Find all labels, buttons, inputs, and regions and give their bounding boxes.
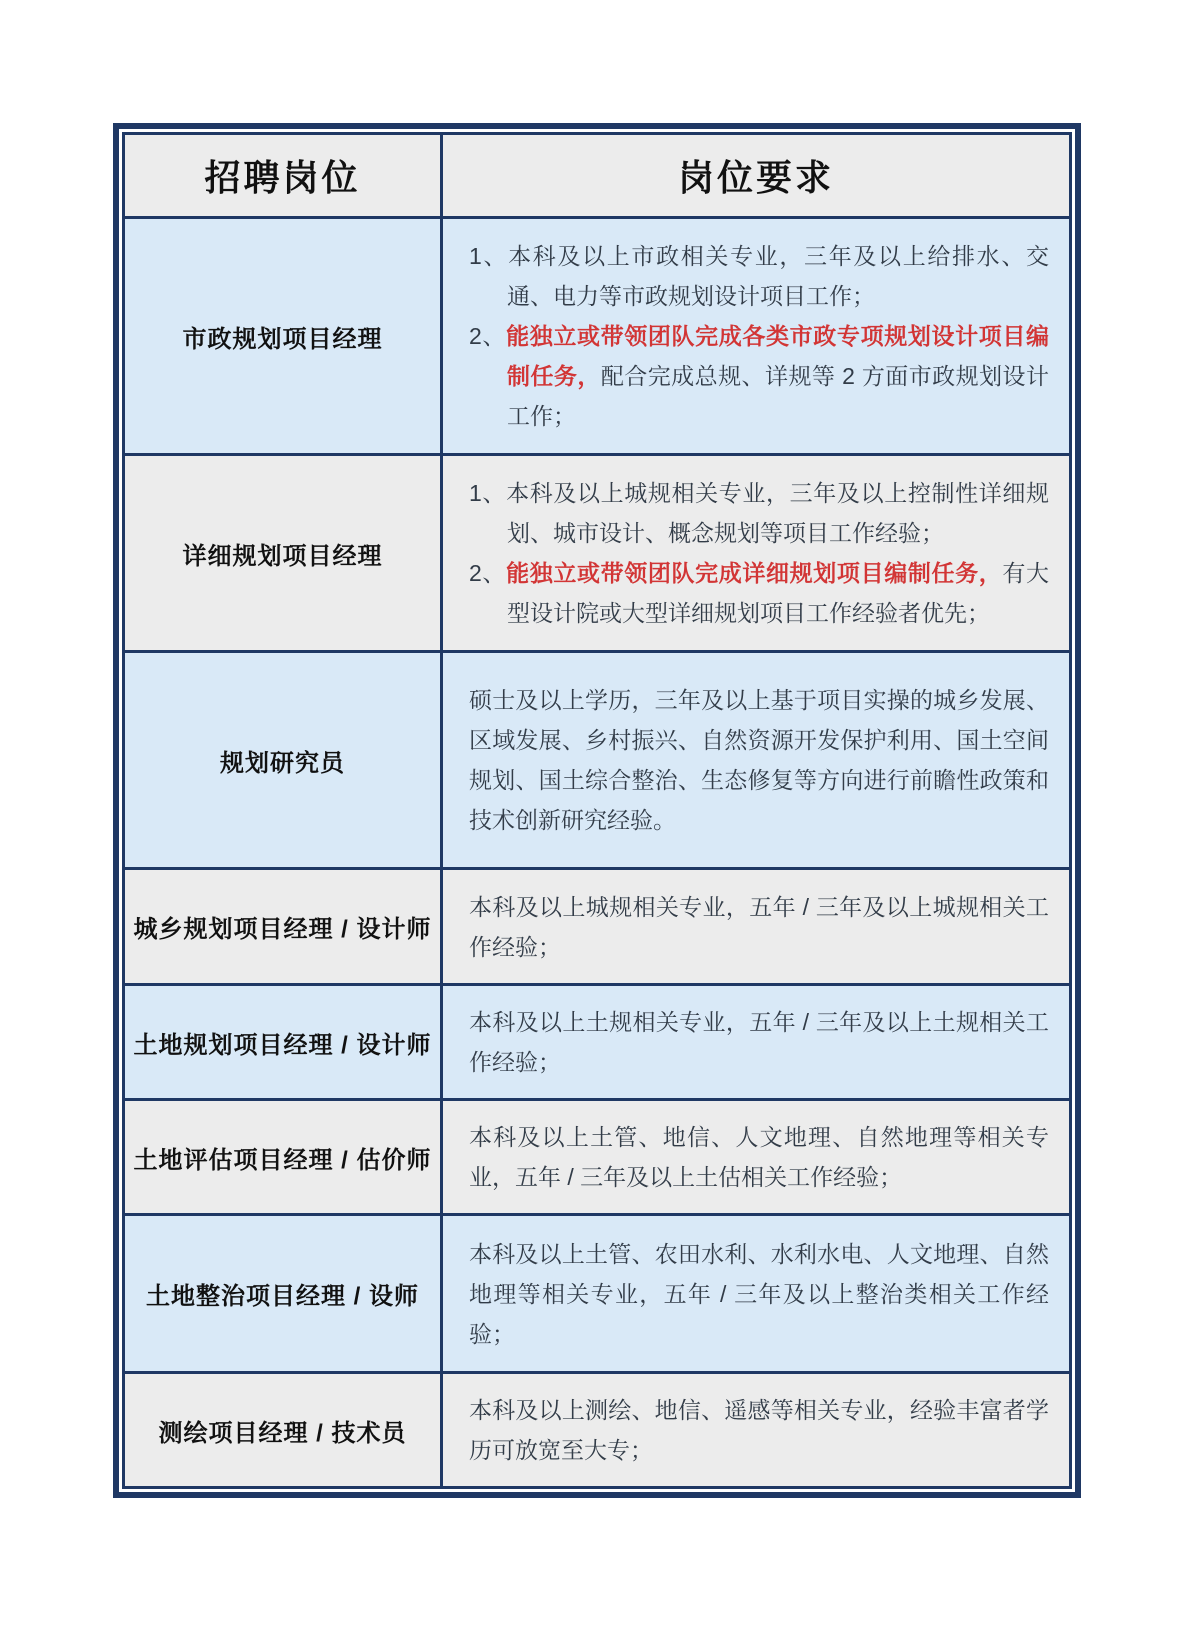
item-number: 1、 bbox=[469, 243, 509, 269]
table-row bbox=[124, 1100, 1071, 1215]
body-text: 本科及以上市政相关专业，三年及以上给排水、交通、电力等市政规划设计项目工作； bbox=[507, 243, 1050, 309]
jobs-table bbox=[122, 132, 1072, 1489]
requirement-item bbox=[469, 1234, 1049, 1354]
item-number: 2、 bbox=[469, 323, 507, 349]
body-text: 硕士及以上学历，三年及以上基于项目实操的城乡发展、区域发展、乡村振兴、自然资源开发保护利用、国土空间规划、国土综合整治、生态修复等方向进行前瞻性政策和技术创新研究经验。 bbox=[469, 687, 1049, 833]
table-header-row bbox=[124, 134, 1071, 218]
requirement-item bbox=[469, 473, 1049, 553]
header-position: 招聘岗位 bbox=[124, 134, 442, 218]
table-row bbox=[124, 1373, 1071, 1488]
requirement-item bbox=[469, 316, 1049, 436]
position-cell: 规划研究员 bbox=[124, 652, 442, 869]
requirement-item bbox=[469, 236, 1049, 316]
body-text: 本科及以上土管、地信、人文地理、自然地理等相关专业，五年 / 三年及以上土估相关工作经验； bbox=[469, 1124, 1049, 1190]
position-cell: 详细规划项目经理 bbox=[124, 455, 442, 652]
table-row bbox=[124, 1215, 1071, 1373]
requirements-cell bbox=[442, 1215, 1071, 1373]
position-cell: 城乡规划项目经理 / 设计师 bbox=[124, 869, 442, 985]
position-cell: 测绘项目经理 / 技术员 bbox=[124, 1373, 442, 1488]
body-text: 配合完成总规、详规等 2 方面市政规划设计工作； bbox=[507, 363, 1049, 429]
requirement-item bbox=[469, 887, 1049, 967]
highlight-text: 能独立或带领团队完成详细规划项目编制任务， bbox=[506, 560, 1003, 586]
requirement-item bbox=[469, 553, 1049, 633]
item-number: 1、 bbox=[469, 480, 507, 506]
position-cell: 土地评估项目经理 / 估价师 bbox=[124, 1100, 442, 1215]
body-text: 本科及以上测绘、地信、遥感等相关专业，经验丰富者学历可放宽至大专； bbox=[469, 1397, 1049, 1463]
requirements-cell bbox=[442, 1373, 1071, 1488]
body-text: 本科及以上城规相关专业，五年 / 三年及以上城规相关工作经验； bbox=[469, 893, 1049, 960]
highlight-text: 能独立或带领团队完成各类市政专项规划设计项目编制任务， bbox=[506, 323, 1049, 389]
table-row bbox=[124, 985, 1071, 1100]
requirement-item bbox=[469, 1002, 1049, 1082]
requirements-cell bbox=[442, 1100, 1071, 1215]
recruitment-table bbox=[113, 123, 1081, 1498]
requirements-cell bbox=[442, 455, 1071, 652]
table-row bbox=[124, 869, 1071, 985]
requirement-item bbox=[469, 1117, 1049, 1197]
table-row bbox=[124, 218, 1071, 455]
requirements-cell bbox=[442, 869, 1071, 985]
requirements-cell bbox=[442, 985, 1071, 1100]
body-text: 有大型设计院或大型详细规划项目工作经验者优先； bbox=[507, 560, 1050, 626]
body-text: 本科及以上土规相关专业，五年 / 三年及以上土规相关工作经验； bbox=[469, 1009, 1049, 1075]
position-cell: 土地规划项目经理 / 设计师 bbox=[124, 985, 442, 1100]
item-number: 2、 bbox=[469, 560, 507, 586]
table-row bbox=[124, 455, 1071, 652]
table-row bbox=[124, 652, 1071, 869]
requirements-cell bbox=[442, 652, 1071, 869]
position-cell: 市政规划项目经理 bbox=[124, 218, 442, 455]
requirements-cell bbox=[442, 218, 1071, 455]
requirement-item bbox=[469, 1390, 1049, 1470]
header-requirements: 岗位要求 bbox=[442, 134, 1071, 218]
position-cell: 土地整治项目经理 / 设师 bbox=[124, 1215, 442, 1373]
body-text: 本科及以上城规相关专业，三年及以上控制性详细规划、城市设计、概念规划等项目工作经验； bbox=[506, 480, 1049, 546]
body-text: 本科及以上土管、农田水利、水利水电、人文地理、自然地理等相关专业，五年 / 三年及以上整治类相关工作经验； bbox=[469, 1240, 1049, 1347]
requirement-item bbox=[469, 680, 1049, 840]
